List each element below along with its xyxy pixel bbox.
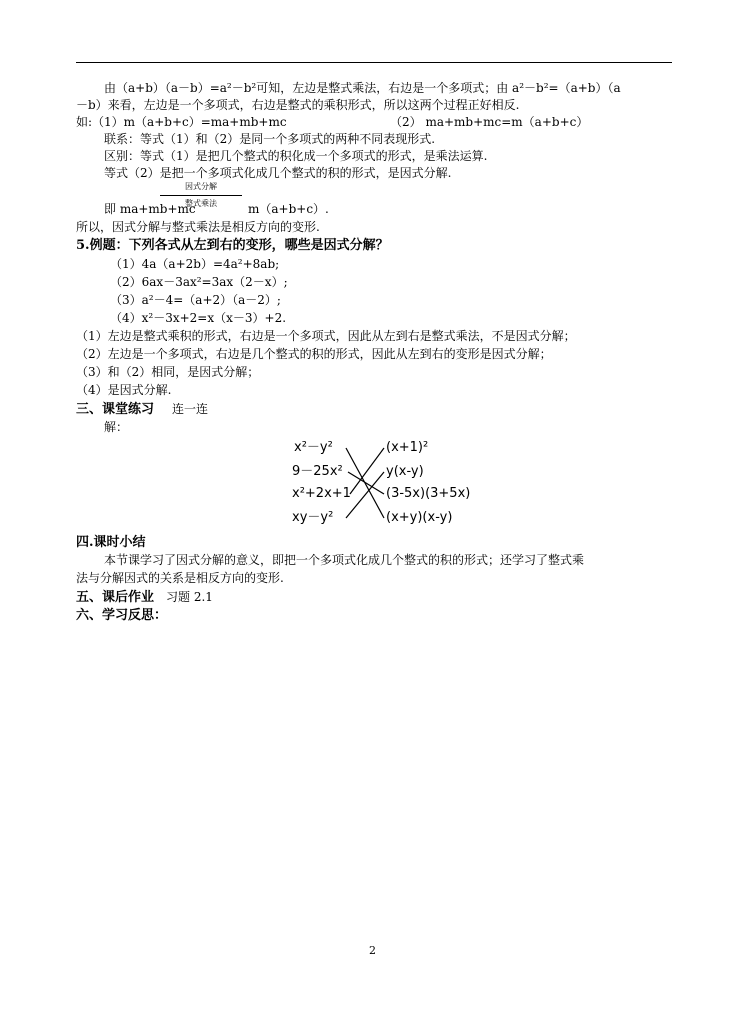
summary-line: 法与分解因式的关系是相反方向的变形. (76, 571, 284, 585)
match-line (346, 472, 384, 518)
arrow-bar (160, 195, 242, 196)
left-expression: x²－y² (294, 440, 333, 455)
answer-line: （3）和（2）相同，是因式分解； (76, 365, 260, 379)
answer-line: （2）左边是一个多项式，右边是几个整式的积的形式，因此从左到右的变形是因式分解； (76, 347, 552, 361)
text-line: －b）来看，左边是一个多项式，右边是整式的乘积形式，所以这两个过程正好相反. (76, 98, 520, 112)
match-line (348, 472, 384, 494)
right-expression: y(x-y) (386, 464, 424, 479)
text-line: 区别：等式（1）是把几个整式的积化成一个多项式的形式，是乘法运算. (104, 149, 488, 163)
right-expression: (x+1)² (386, 440, 429, 455)
arrow-top-label: 因式分解 (185, 182, 217, 191)
formula-left: 即 ma+mb+mc (104, 202, 196, 216)
answer-line: （1）左边是整式乘积的形式，右边是一个多项式，因此从左到右是整式乘法，不是因式分解； (76, 329, 576, 343)
section-3-heading: 三、课堂练习 (76, 402, 155, 417)
answer-line: （4）是因式分解. (76, 383, 172, 397)
exercise-item: （1）4a（a+2b）=4a²+8ab; (110, 257, 280, 271)
right-expression: (3-5x)(3+5x) (386, 486, 471, 501)
section-4-heading: 四.课时小结 (76, 535, 146, 550)
text-line: 所以，因式分解与整式乘法是相反方向的变形. (76, 220, 320, 234)
example-heading: 5.例题：下列各式从左到右的变形，哪些是因式分解？ (76, 238, 389, 253)
summary-line: 本节课学习了因式分解的意义，即把一个多项式化成几个整式的积的形式；还学习了整式乘 (104, 553, 585, 567)
page-number: 2 (369, 944, 376, 957)
section-5-heading: 五、课后作业 (76, 590, 155, 605)
exercise-item: （4）x²－3x+2=x（x－3）+2. (110, 311, 287, 325)
header-rule (76, 62, 672, 63)
left-expression: xy－y² (292, 510, 334, 525)
matching-exercise (286, 434, 476, 530)
section-3-subtitle: 连一连 (172, 402, 209, 416)
left-expression: 9－25x² (292, 464, 343, 479)
example-2: （2） ma+mb+mc=m（a+b+c） (390, 115, 589, 129)
section-6-heading: 六、学习反思： (76, 608, 168, 623)
arrow-bottom-label: 整式乘法 (185, 199, 217, 208)
exercise-item: （2）6ax－3ax²=3ax（2－x）; (110, 275, 288, 289)
homework-text: 习题 2.1 (166, 590, 213, 604)
formula-right: m（a+b+c）. (248, 202, 329, 216)
transform-arrow (160, 180, 242, 214)
text-line: 由（a+b）（a－b）=a²－b²可知，左边是整式乘法，右边是一个多项式；由 a²－b²=（a+b）（a (104, 81, 621, 95)
exercise-item: （3）a²－4=（a+2）（a－2）; (110, 293, 281, 307)
right-expression: (x+y)(x-y) (386, 510, 453, 525)
example-1: 如:（1）m（a+b+c）=ma+mb+mc (76, 115, 287, 129)
left-expression: x²+2x+1 (292, 486, 351, 501)
solution-label: 解： (104, 420, 129, 434)
text-line: 联系：等式（1）和（2）是同一个多项式的两种不同表现形式. (104, 132, 436, 146)
text-line: 等式（2）是把一个多项式化成几个整式的积的形式，是因式分解. (104, 166, 452, 180)
